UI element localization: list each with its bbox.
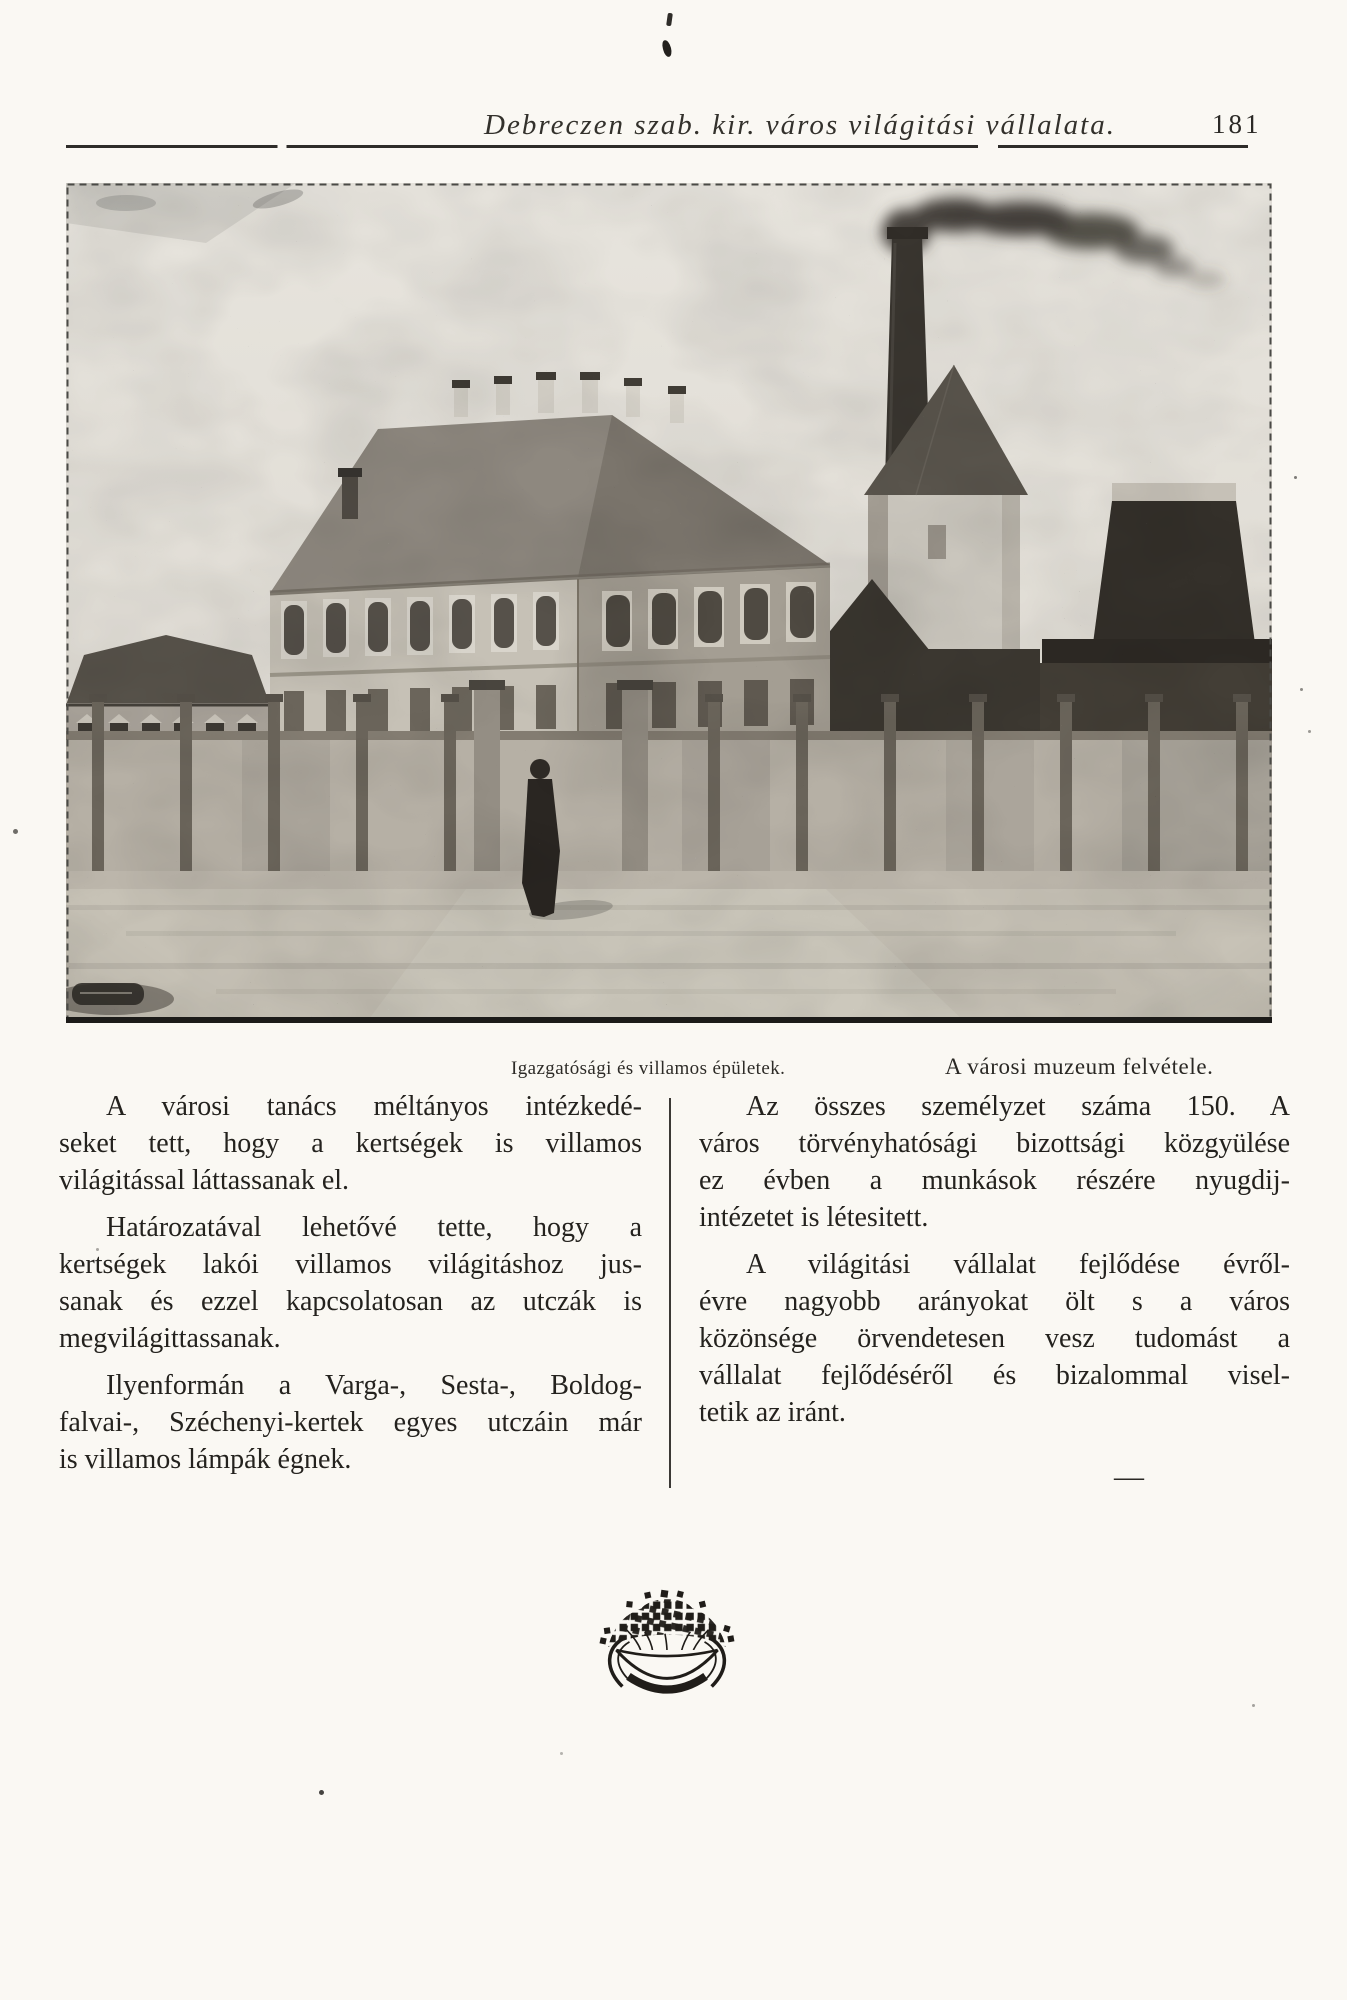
text-line: falvai-, Széchenyi-kertek egyes utczáin már bbox=[59, 1407, 642, 1438]
running-title: Debreczen szab. kir. város világitási vállalata. bbox=[484, 109, 1116, 141]
text-line: is villamos lámpák égnek. bbox=[59, 1444, 352, 1475]
photo-illustration bbox=[66, 183, 1272, 1023]
photo-caption: Igazgatósági és villamos épületek. bbox=[511, 1058, 786, 1079]
tailpiece-ornament bbox=[596, 1589, 738, 1713]
paper-dust-specks bbox=[0, 0, 3, 3]
ink-mark bbox=[666, 13, 673, 27]
text-line: megvilágittassanak. bbox=[59, 1323, 281, 1354]
text-line: Határozatával lehetővé tette, hogy a bbox=[106, 1212, 642, 1243]
text-line: ez évben a munkások részére nyugdij- bbox=[699, 1165, 1290, 1196]
text-line: közönsége örvendetesen vesz tudomást a bbox=[699, 1323, 1290, 1354]
paragraph bbox=[699, 1246, 1290, 1431]
text-line: seket tett, hogy a kertségek is villamos bbox=[59, 1128, 642, 1159]
text-column-right bbox=[699, 1088, 1290, 1441]
header-rule-right bbox=[998, 145, 1248, 148]
text-line: világitással láttassanak el. bbox=[59, 1165, 350, 1196]
text-line: A világitási vállalat fejlődése évről- bbox=[746, 1249, 1290, 1280]
photograph-lighting-plant bbox=[66, 183, 1272, 1023]
text-line: intézetet is létesitett. bbox=[699, 1202, 929, 1233]
paragraph bbox=[59, 1209, 642, 1357]
paragraph bbox=[699, 1088, 1290, 1236]
photo-credit: A városi muzeum felvétele. bbox=[945, 1054, 1214, 1079]
text-line: Az összes személyzet száma 150. A bbox=[746, 1091, 1290, 1122]
text-line: Ilyenformán a Varga-, Sesta-, Boldog- bbox=[106, 1370, 642, 1401]
text-line: tetik az iránt. bbox=[699, 1397, 846, 1428]
paragraph bbox=[59, 1367, 642, 1478]
text-line: kertségek lakói villamos világitáshoz jus- bbox=[59, 1249, 642, 1280]
column-divider-rule bbox=[669, 1098, 671, 1488]
text-column-left bbox=[59, 1088, 642, 1488]
section-end-dash: — bbox=[1114, 1460, 1146, 1493]
ink-mark bbox=[661, 39, 673, 57]
flower-basket-icon bbox=[596, 1589, 738, 1713]
text-line: évre nagyobb arányokat ölt s a város bbox=[699, 1286, 1290, 1317]
paragraph bbox=[59, 1088, 642, 1199]
header-rule-left bbox=[66, 145, 978, 148]
text-line: A városi tanács méltányos intézkedé- bbox=[106, 1091, 642, 1122]
text-line: város törvényhatósági bizottsági közgyülése bbox=[699, 1128, 1290, 1159]
text-line: vállalat fejlődéséről és bizalommal visel- bbox=[699, 1360, 1290, 1391]
page-number: 181 bbox=[1212, 109, 1262, 139]
text-line: sanak és ezzel kapcsolatosan az utczák is bbox=[59, 1286, 642, 1317]
